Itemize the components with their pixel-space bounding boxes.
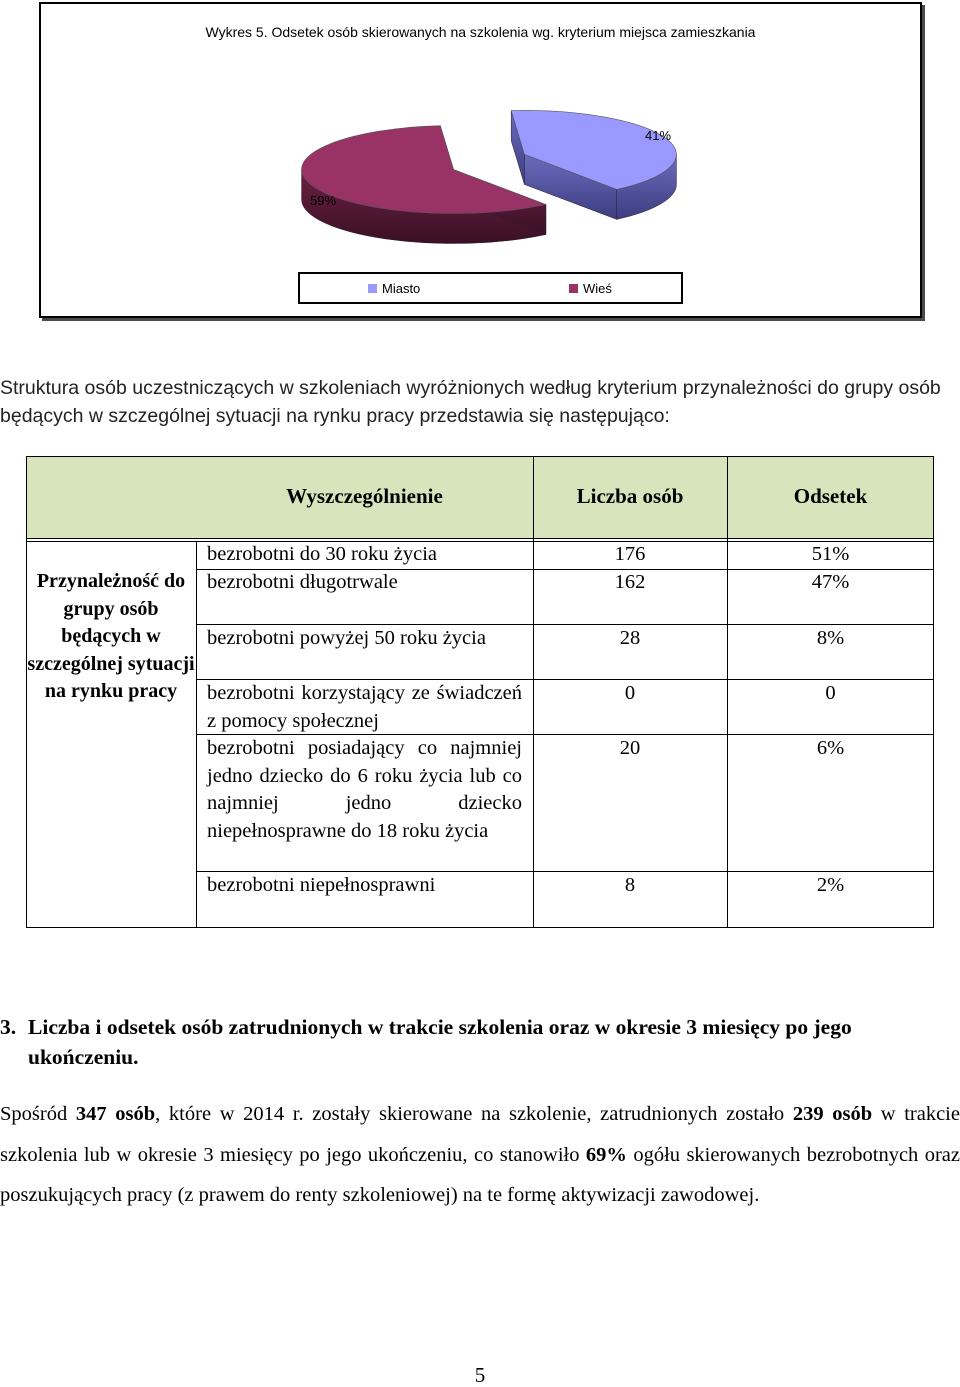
legend-swatch-wies xyxy=(569,284,578,293)
paragraph-bold: 239 osób xyxy=(792,1103,873,1125)
grid-line xyxy=(196,541,197,928)
row-desc: bezrobotni powyżej 50 roku życia xyxy=(207,627,486,649)
pie-chart-frame xyxy=(39,2,922,318)
paragraph-bold: 69% xyxy=(585,1143,627,1166)
row-count: 28 xyxy=(619,627,641,649)
paragraph-text: w trakcie szkolenia lub w okresie 3 miesięcy po jego ukończeniu, co stanowiło xyxy=(0,1103,960,1166)
row-pct: 8% xyxy=(816,627,845,649)
paragraph-text: Spośród xyxy=(0,1103,76,1125)
paragraph-text: , które w 2014 r. zostały skierowane na szkolenie, zatrudnionych zostało xyxy=(155,1103,793,1125)
participants-table xyxy=(26,456,934,928)
row-count: 8 xyxy=(624,874,636,896)
row-desc: bezrobotni posiadający co najmniej jedno dziecko do 6 roku życia lub co najmniej jedno dziecko niepełnosprawne do 18 roku życia xyxy=(207,737,522,842)
legend-label-miasto: Miasto xyxy=(382,281,421,296)
row-pct: 2% xyxy=(816,874,845,896)
section-heading-text: Liczba i odsetek osób zatrudnionych w trakcie szkolenia oraz w okresie 3 miesięcy po jego ukończeniu. xyxy=(28,1015,852,1069)
slice-label-wies: 59% xyxy=(309,193,337,208)
row-desc: bezrobotni do 30 roku życia xyxy=(207,543,437,565)
grid-line xyxy=(26,927,934,928)
group-label: Przynależność do grupy osób będących w szczególnej sytuacji na rynku pracy xyxy=(27,570,195,702)
header-pct: Odsetek xyxy=(793,484,868,508)
legend-item-wies xyxy=(569,281,612,296)
row-pct: 6% xyxy=(816,737,845,759)
row-pct: 51% xyxy=(811,543,850,565)
grid-line xyxy=(26,456,934,457)
paragraph-text: ogółu skierowanych bezrobotnych oraz poszukujących pracy (z prawem do renty szkoleniowej) na te formę aktywizacji zawodowej. xyxy=(0,1143,960,1206)
row-count: 162 xyxy=(614,571,646,593)
page-number: 5 xyxy=(474,1363,486,1387)
legend-item-miasto xyxy=(368,281,420,296)
row-desc: bezrobotni korzystający ze świadczeń z pomocy społecznej xyxy=(207,682,522,732)
header-desc: Wyszczególnienie xyxy=(286,484,443,508)
grid-line xyxy=(26,538,934,539)
legend-swatch-miasto xyxy=(368,284,377,293)
pie-slice-wies xyxy=(302,126,546,244)
section-paragraph xyxy=(0,1094,960,1216)
row-count: 0 xyxy=(624,682,636,704)
legend-label-wies: Wieś xyxy=(583,281,612,296)
chart-title: Wykres 5. Odsetek osób skierowanych na szkolenia wg. kryterium miejsca zamieszkania xyxy=(205,24,756,40)
chart-legend xyxy=(298,272,683,304)
paragraph-bold: 347 osób xyxy=(75,1103,156,1125)
section-number: 3. xyxy=(0,1015,17,1039)
row-count: 176 xyxy=(614,543,646,565)
intro-paragraph: Struktura osób uczestniczących w szkoleniach wyróżnionych według kryterium przynależności do grupy osób będących w szczególnej sytuacji na rynku pracy przedstawia się następująco: xyxy=(0,377,941,427)
row-count: 20 xyxy=(619,737,641,759)
row-desc: bezrobotni niepełnosprawni xyxy=(207,874,436,896)
section-heading xyxy=(0,1012,960,1072)
row-pct: 47% xyxy=(811,571,850,593)
row-desc: bezrobotni długotrwale xyxy=(207,571,398,593)
row-pct: 0 xyxy=(825,682,836,704)
slice-label-miasto: 41% xyxy=(644,128,672,143)
header-count: Liczba osób xyxy=(576,484,684,508)
